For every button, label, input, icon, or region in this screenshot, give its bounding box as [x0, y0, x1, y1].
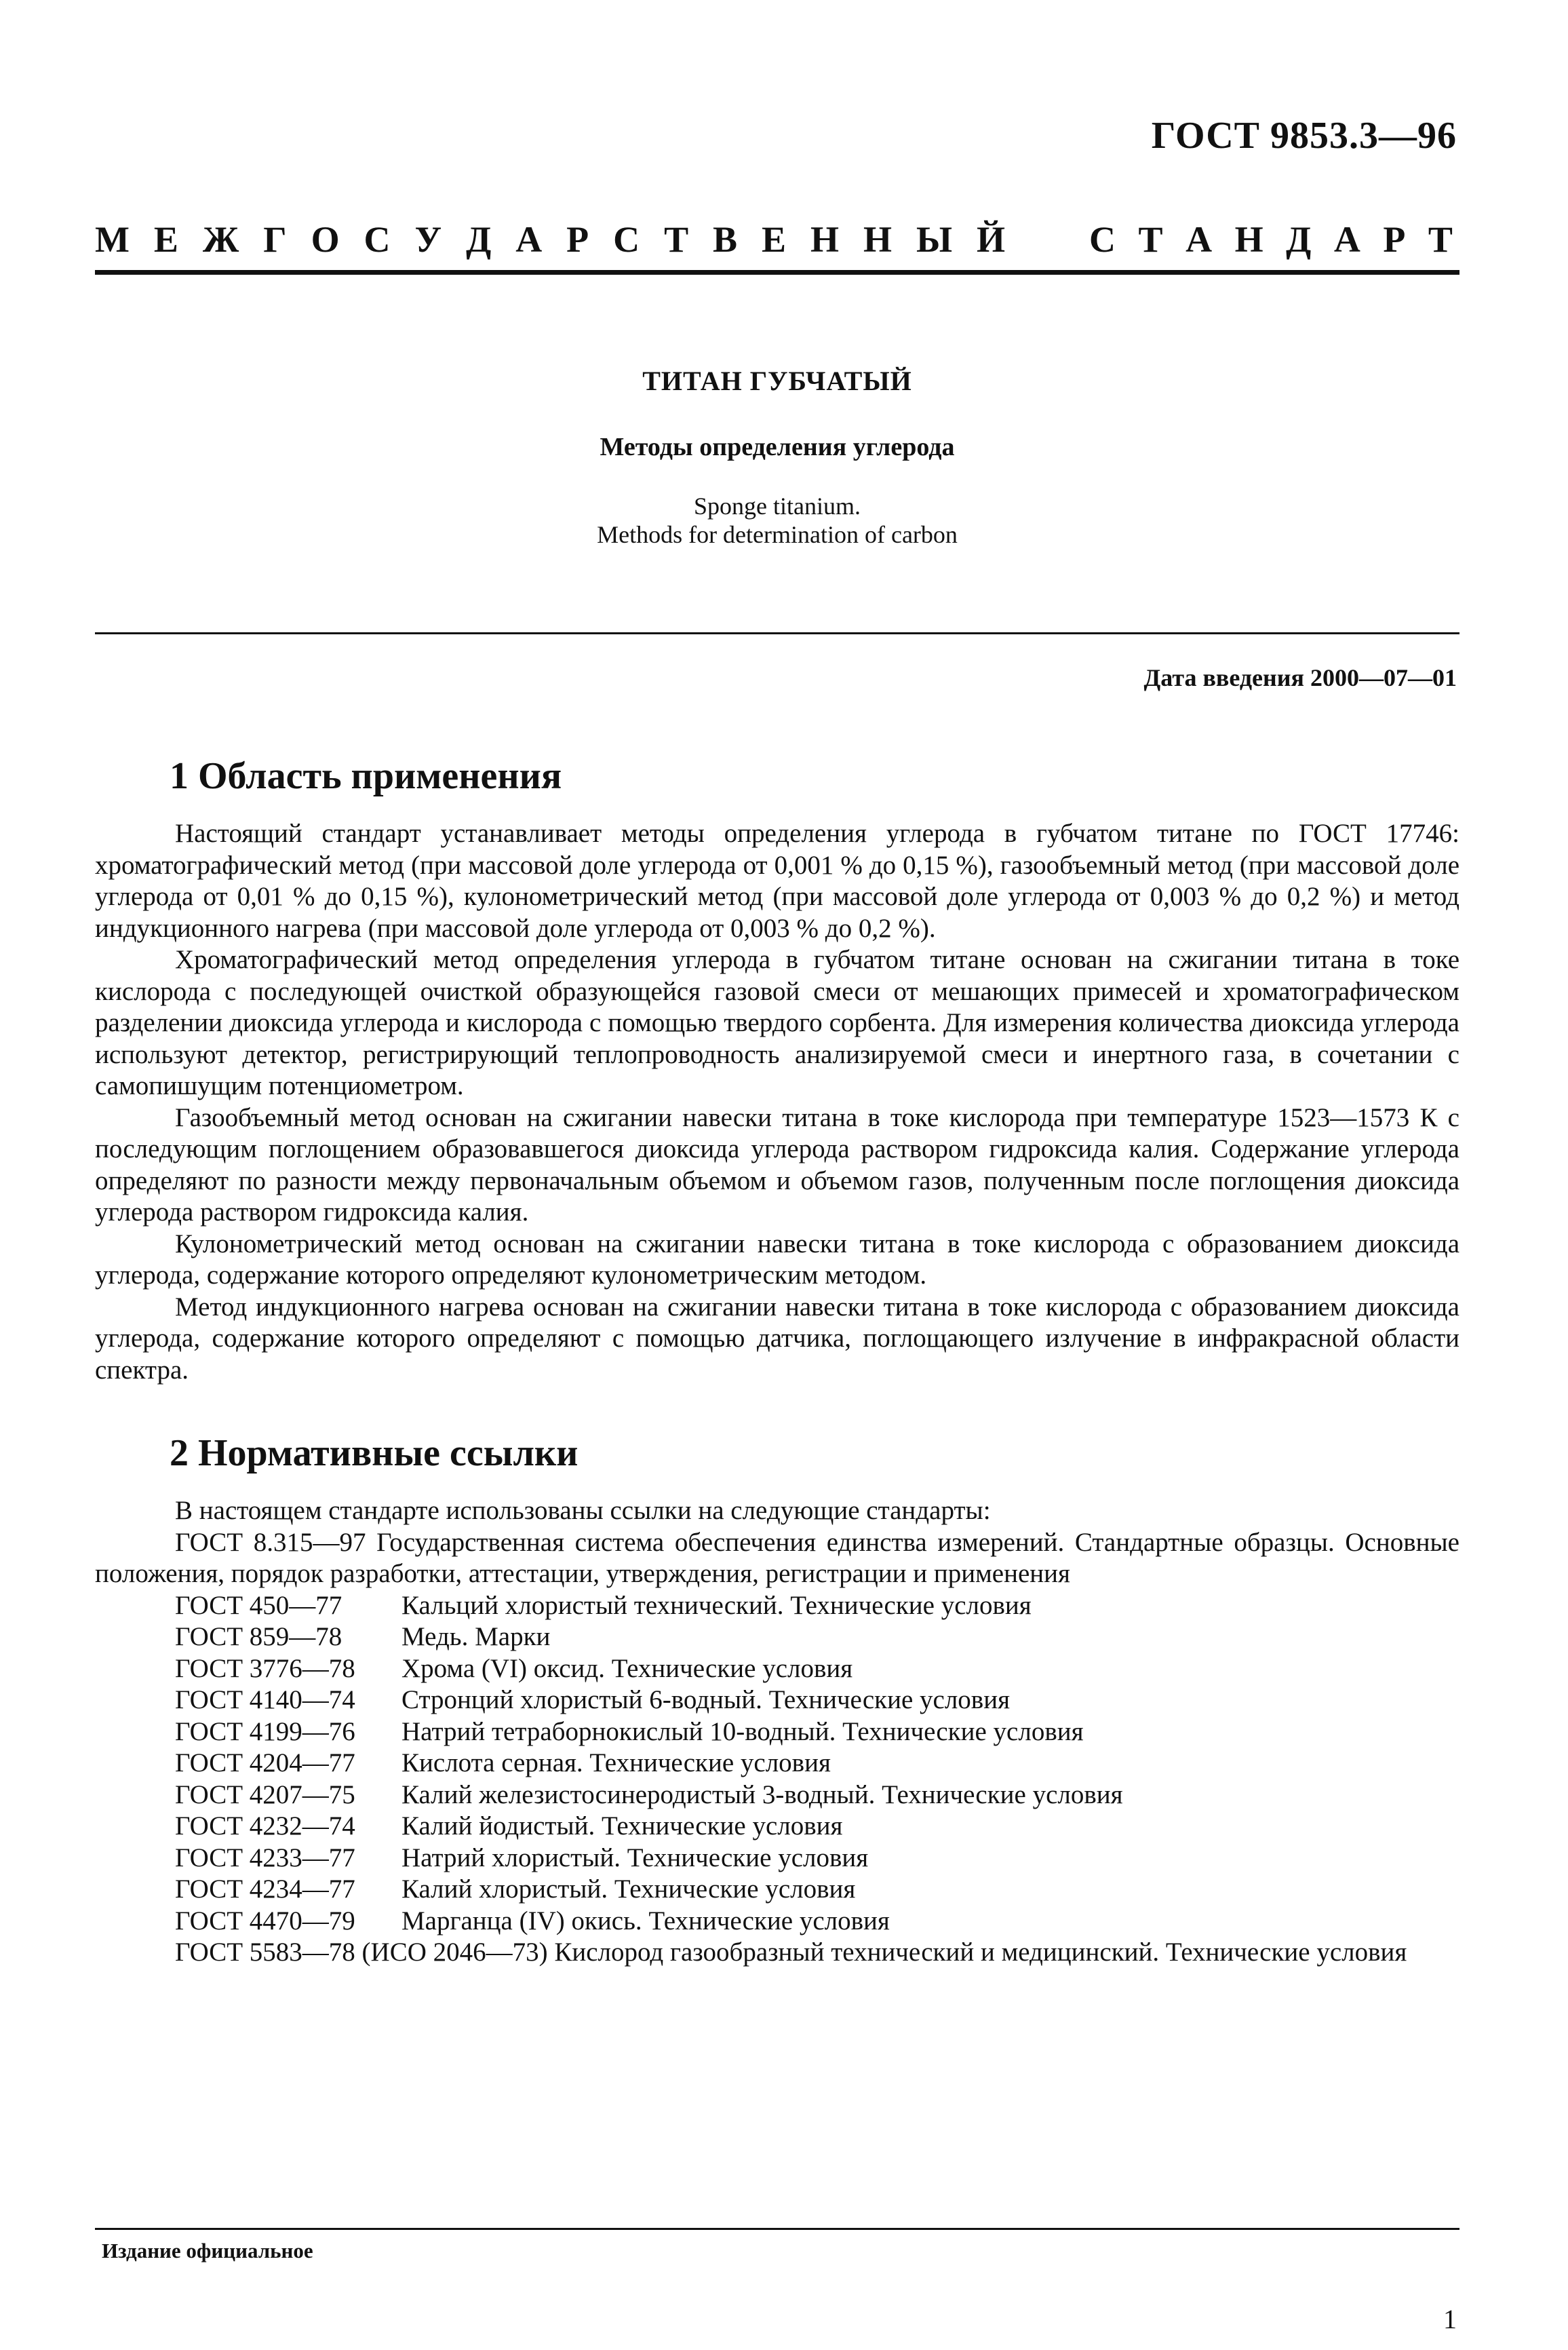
banner-letter: С [613, 219, 640, 260]
interstate-word [95, 218, 1005, 261]
reference-item: ГОСТ 5583—78 (ИСО 2046—73) Кислород газообразный технический и медицинский. Технические условия [175, 1938, 1407, 1967]
banner-letter: Д [1286, 219, 1312, 260]
reference-code: ГОСТ 859—78 [175, 1622, 342, 1651]
document-title: ТИТАН ГУБЧАТЫЙ [642, 366, 912, 396]
reference-item [95, 1843, 1459, 1874]
banner-letter: Р [1383, 219, 1406, 260]
reference-title: Кальций хлористый технический. Технические условия [401, 1590, 1032, 1620]
reference-title: Натрий хлористый. Технические условия [401, 1843, 869, 1872]
banner-letter: Р [566, 219, 589, 260]
reference-title: Кислота серная. Технические условия [401, 1748, 831, 1777]
banner-letter: С [1089, 219, 1116, 260]
page-number: 1 [1443, 2304, 1457, 2334]
reference-code: ГОСТ 4232—74 [175, 1811, 355, 1841]
banner-letter: Ж [202, 219, 239, 260]
document-subtitle: Методы определения углерода [600, 433, 955, 461]
footer-rule [95, 2228, 1459, 2230]
reference-item [95, 1748, 1459, 1779]
reference-item [95, 1779, 1459, 1811]
reference-code: ГОСТ 4207—75 [175, 1779, 355, 1809]
banner-letter: Н [863, 219, 892, 260]
banner-letter: О [311, 219, 340, 260]
english-title [95, 492, 1459, 549]
paragraph: Метод индукционного нагрева основан на сжигании навески титана в токе кислорода с образованием диоксида углерода, содержание которого определяют с помощью датчика, поглощающего излучение в инфракрасной области спектра. [95, 1292, 1459, 1385]
paragraph: Кулонометрический метод основан на сжигании навески титана в токе кислорода с образованием диоксида углерода, содержание которого определяют кулонометрическим методом. [95, 1229, 1459, 1290]
banner-letter: Е [153, 219, 178, 260]
reference-item [95, 1590, 1459, 1622]
reference-code: ГОСТ 4234—77 [175, 1874, 355, 1904]
banner-letter: Г [263, 219, 287, 260]
english-title-line: Sponge titanium. [694, 493, 861, 520]
reference-item [95, 1716, 1459, 1748]
reference-code: ГОСТ 4233—77 [175, 1843, 355, 1872]
reference-item: ГОСТ 8.315—97 Государственная система обеспечения единства измерений. Стандартные образцы. Основные положения, порядок разработки, аттестации, утверждения, регистрации и применения [95, 1527, 1459, 1588]
banner-letter: Н [1234, 219, 1263, 260]
banner-letter: А [515, 219, 543, 260]
reference-item [95, 1621, 1459, 1653]
reference-item [95, 1906, 1459, 1938]
reference-title: Хрома (VI) оксид. Технические условия [401, 1653, 853, 1683]
english-title-line: Methods for determination of carbon [597, 521, 958, 548]
banner-letter: А [1185, 219, 1213, 260]
reference-code: ГОСТ 4204—77 [175, 1748, 355, 1777]
paragraph: Хроматографический метод определения углерода в губчатом титане основан на сжигании титана в токе кислорода с последующей очисткой образующейся газовой смеси от мешающих примесей и хроматографическом разделении диоксида углерода и кислорода с помощью твердого сорбента. Для измерения количества диоксида углерода используют детектор, регистрирующий теплопроводность анализируемой смеси и инертного газа, в сочетании с самопишущим потенциометром. [95, 945, 1459, 1100]
banner-letter: В [713, 219, 738, 260]
banner-letter: Ы [916, 219, 952, 260]
reference-code: ГОСТ 450—77 [175, 1590, 342, 1620]
reference-title: Калий железистосинеродистый 3-водный. Технические условия [401, 1779, 1123, 1809]
reference-title: Калий йодистый. Технические условия [401, 1811, 843, 1841]
paragraph: Настоящий стандарт устанавливает методы определения углерода в губчатом титане по ГОСТ 17746: хроматографический метод (при массовой доле углерода от 0,001 % до 0,15 %), газообъемный метод (при массовой доле углерода от 0,01 % до 0,15 %), кулонометрический метод (при массовой доле углерода от 0,003 % до 0,2 %) и метод индукционного нагрева (при массовой доле углерода от 0,003 % до 0,2 %). [95, 819, 1459, 943]
banner-letter: Д [466, 219, 492, 260]
header-rule [95, 270, 1459, 275]
banner-letter: Й [976, 219, 1005, 260]
banner-letter: Т [1428, 219, 1453, 260]
reference-title: Медь. Марки [401, 1622, 551, 1651]
section-1-heading: 1 Область применения [170, 755, 562, 797]
banner-letter: Н [810, 219, 840, 260]
section-1-body [95, 818, 1459, 1386]
title-block [95, 365, 1459, 549]
banner-letter: У [414, 219, 442, 260]
title-rule [95, 632, 1459, 634]
banner-letter: С [364, 219, 391, 260]
paragraph: Газообъемный метод основан на сжигании навески титана в токе кислорода при температуре 1523—1573 К с последующим поглощением образовавшегося диоксида углерода раствором гидроксида калия. Содержание углерода определяют по разности между первоначальным объемом и объемом газов, полученным после поглощения диоксида углерода раствором гидроксида калия. [95, 1102, 1459, 1227]
reference-title: Калий хлористый. Технические условия [401, 1874, 856, 1904]
introduction-date: Дата введения 2000—07—01 [1143, 664, 1457, 691]
banner-letter: Т [1138, 219, 1163, 260]
reference-code: ГОСТ 3776—78 [175, 1653, 355, 1683]
reference-code: ГОСТ 4199—76 [175, 1716, 355, 1746]
banner-letter: А [1333, 219, 1360, 260]
reference-list [95, 1590, 1459, 1938]
banner-letter: Е [762, 219, 787, 260]
reference-item [95, 1684, 1459, 1716]
normative-references [95, 1495, 1459, 1969]
standard-word [1089, 218, 1453, 261]
reference-title: Марганца (IV) окись. Технические условия [401, 1906, 890, 1935]
gost-number: ГОСТ 9853.3—96 [1151, 115, 1457, 157]
banner-letter: М [95, 219, 130, 260]
reference-item [95, 1874, 1459, 1906]
reference-item [95, 1653, 1459, 1685]
reference-title: Натрий тетраборнокислый 10-водный. Технические условия [401, 1716, 1084, 1746]
reference-code: ГОСТ 4470—79 [175, 1906, 355, 1935]
references-intro: В настоящем стандарте использованы ссылки на следующие стандарты: [175, 1496, 991, 1525]
reference-item [95, 1811, 1459, 1843]
reference-code: ГОСТ 4140—74 [175, 1685, 355, 1714]
official-edition-label: Издание официальное [102, 2239, 313, 2262]
section-2-heading: 2 Нормативные ссылки [170, 1432, 579, 1474]
interstate-standard-banner [95, 218, 1453, 261]
reference-title: Стронций хлористый 6-водный. Технические условия [401, 1685, 1011, 1714]
banner-letter: Т [664, 219, 689, 260]
